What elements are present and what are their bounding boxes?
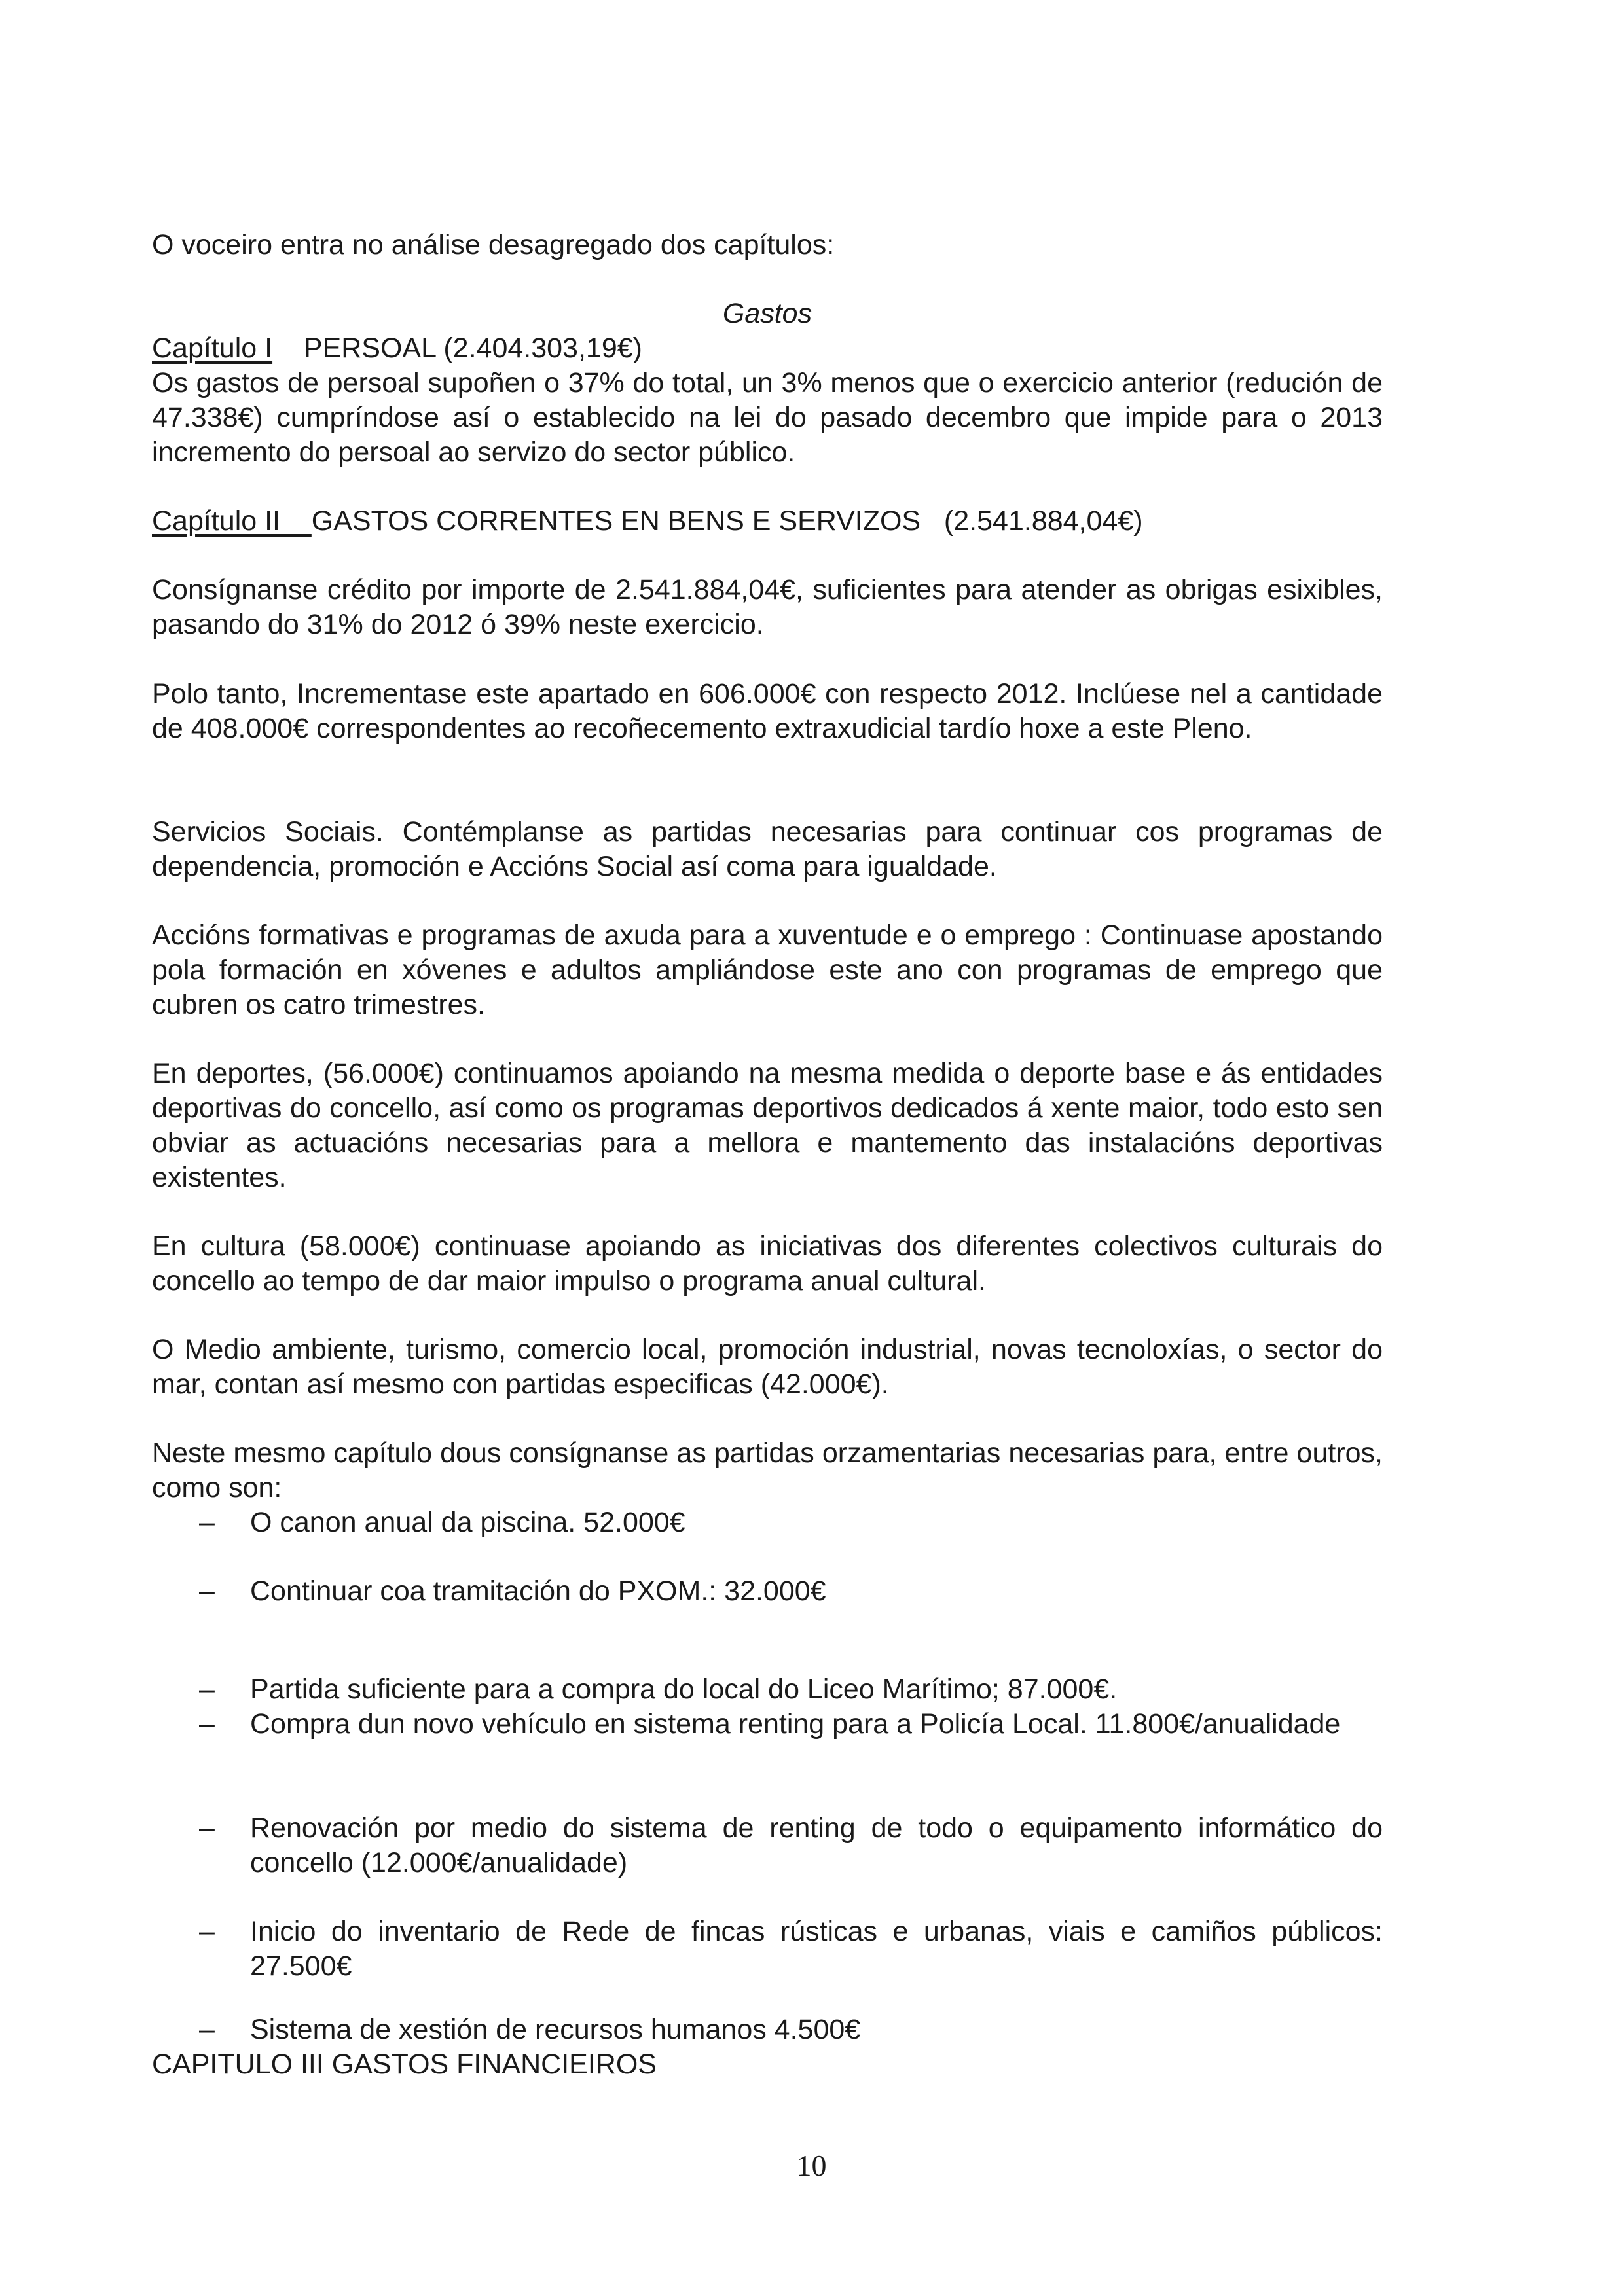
- chapter-2-paragraph-training: Accións formativas e programas de axuda para a xuventude e o emprego : Continuase apostando pola formación en xóvenes e adultos ampliándose este ano con programas de emprego que cubren os catro trimestres.: [152, 920, 1383, 1020]
- intro-paragraph: O voceiro entra no análise desagregado dos capítulos:: [152, 229, 835, 260]
- page-number: 10: [796, 2149, 827, 2182]
- chapter-2-paragraph-sports: En deportes, (56.000€) continuamos apoiando na mesma medida o deporte base e ás entidades deportivas do concello, así como os programas deportivos dedicados á xente maior, todo esto sen obviar as actuacións necesarias para a mellora e mantemento das instalacións deportivas existentes.: [152, 1058, 1383, 1193]
- list-item: [152, 1574, 1383, 1609]
- list-item: [152, 1672, 1383, 1707]
- chapter-2-paragraph-increment: Polo tanto, Incrementase este apartado en 606.000€ con respecto 2012. Inclúese nel a cantidade de 408.000€ correspondentes ao recoñecemento extraxudicial tardío hoxe a este Pleno.: [152, 678, 1383, 744]
- list-item: [152, 1505, 1383, 1540]
- list-item-text: Continuar coa tramitación do PXOM.: 32.000€: [250, 1575, 826, 1607]
- chapter-2-paragraph-credit: Consígnanse crédito por importe de 2.541.884,04€, suficientes para atender as obrigas esixibles, pasando do 31% do 2012 ó 39% neste exercicio.: [152, 574, 1383, 640]
- list-item-text: O canon anual da piscina. 52.000€: [250, 1507, 685, 1538]
- chapter-2-heading: [152, 504, 1383, 539]
- chapter-2-paragraph-culture: En cultura (58.000€) continuase apoiando as iniciativas dos diferentes colectivos culturais do concello ao tempo de dar maior impulso o programa anual cultural.: [152, 1230, 1383, 1297]
- chapter-1-title: PERSOAL (2.404.303,19€): [303, 332, 642, 364]
- list-item: [152, 1707, 1383, 1742]
- list-dash: –: [199, 1812, 215, 1844]
- chapter-2-paragraph-items-intro: Neste mesmo capítulo dous consígnanse as partidas orzamentarias necesarias para, entre outros, como son:: [152, 1437, 1383, 1503]
- list-item-text: Compra dun novo vehículo en sistema renting para a Policía Local. 11.800€/anualidade: [250, 1708, 1341, 1740]
- list-item: [152, 2013, 1383, 2047]
- chapter-1-label: Capítulo I: [152, 332, 273, 364]
- list-item: [152, 1914, 1383, 1984]
- list-item-text: Partida suficiente para a compra do local do Liceo Marítimo; 87.000€.: [250, 1674, 1118, 1705]
- chapter-1-paragraph: Os gastos de persoal supoñen o 37% do total, un 3% menos que o exercicio anterior (redución de 47.338€) cumpríndose así o establecido na lei do pasado decembro que impide para o 2013 incremento do persoal ao servizo do sector público.: [152, 367, 1383, 468]
- chapter-2-title: GASTOS CORRENTES EN BENS E SERVIZOS (2.541.884,04€): [311, 505, 1143, 537]
- list-dash: –: [199, 2014, 215, 2045]
- chapter-1-heading: [152, 331, 1383, 366]
- list-dash: –: [199, 1916, 215, 1947]
- section-title: Gastos: [722, 298, 812, 329]
- chapter-3-heading: CAPITULO III GASTOS FINANCIEIROS: [152, 2049, 657, 2080]
- list-dash: –: [199, 1708, 215, 1740]
- list-dash: –: [199, 1674, 215, 1705]
- list-item-text: Renovación por medio do sistema de renting de todo o equipamento informático do concello (12.000€/anualidade): [250, 1812, 1383, 1878]
- list-dash: –: [199, 1575, 215, 1607]
- list-item-text: Sistema de xestión de recursos humanos 4.500€: [250, 2014, 861, 2045]
- list-item: [152, 1811, 1383, 1880]
- list-item-text: Inicio do inventario de Rede de fincas rústicas e urbanas, viais e camiños públicos: 27.500€: [250, 1916, 1383, 1982]
- chapter-2-paragraph-social: Servicios Sociais. Contémplanse as partidas necesarias para continuar cos programas de dependencia, promoción e Accións Social así coma para igualdade.: [152, 816, 1383, 882]
- list-dash: –: [199, 1507, 215, 1538]
- chapter-2-paragraph-environment: O Medio ambiente, turismo, comercio local, promoción industrial, novas tecnoloxías, o sector do mar, contan así mesmo con partidas especificas (42.000€).: [152, 1334, 1383, 1400]
- chapter-2-label: Capítulo II: [152, 505, 280, 537]
